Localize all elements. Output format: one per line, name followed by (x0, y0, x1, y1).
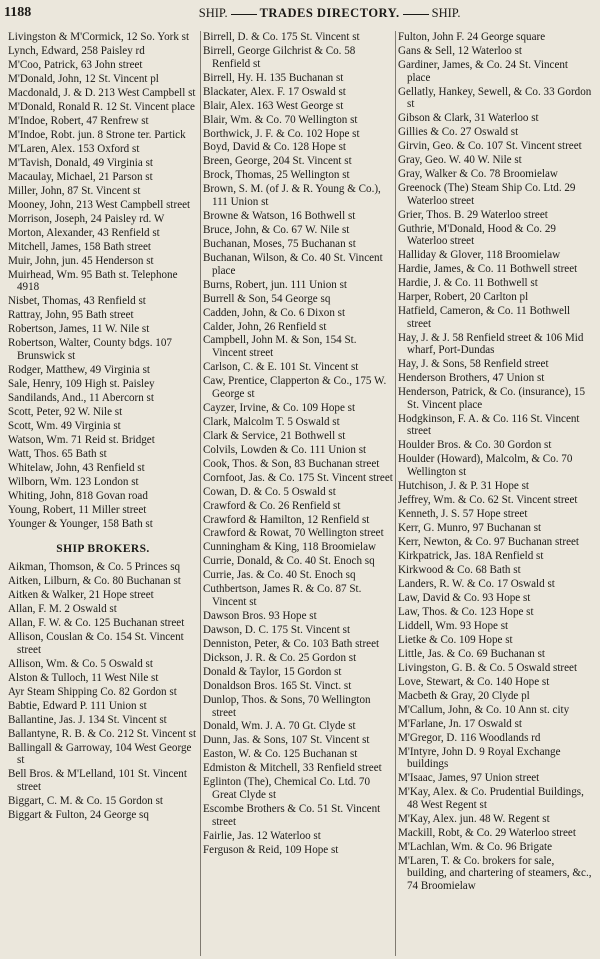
directory-entry: Dawson Bros. 93 Hope st (203, 610, 317, 622)
directory-entry: Robertson, Walter, County bdgs. 107 Brunswick st (8, 337, 172, 362)
directory-entry: Dickson, J. R. & Co. 25 Gordon st (203, 651, 357, 664)
directory-entry: Crawford & Rowat, 70 Wellington street (203, 527, 384, 540)
header-left-word: SHIP. (198, 5, 228, 20)
directory-entry: M'Tavish, Donald, 49 Virginia st (8, 156, 153, 169)
directory-entry: Watson, Wm. 71 Reid st. Bridget (8, 433, 155, 446)
column-3-entries (398, 31, 592, 893)
directory-entry: Buchanan, Wilson, & Co. 40 St. Vincent place (203, 251, 383, 277)
directory-entry: Birrell, Hy. H. 135 Buchanan st (203, 71, 344, 84)
directory-entry: Borthwick, J. F. & Co. 102 Hope st (203, 127, 360, 140)
directory-entry: Guthrie, M'Donald, Hood & Co. 29 Waterloo street (398, 222, 556, 248)
directory-entry: Denniston, Peter, & Co. 103 Bath street (203, 637, 380, 650)
directory-entry: M'Intyre, John D. 9 Royal Exchange buildings (398, 745, 561, 771)
directory-entry: Fulton, John F. 24 George square (398, 31, 546, 43)
directory-entry: Mitchell, James, 158 Bath street (8, 240, 151, 253)
directory-entry: Escombe Brothers & Co. 51 St. Vincent street (203, 803, 381, 828)
directory-entry: Hutchison, J. & P. 31 Hope st (398, 479, 529, 492)
directory-entry: Burrell & Son, 54 George sq (203, 292, 331, 305)
directory-entry: Miller, John, 87 St. Vincent st (8, 184, 141, 197)
directory-entry: Kerr, Newton, & Co. 97 Buchanan street (398, 535, 580, 548)
directory-entry: Watt, Thos. 65 Bath st (8, 447, 107, 460)
directory-entry: Blair, Wm. & Co. 70 Wellington st (203, 113, 358, 126)
directory-entry: Gellatly, Hankey, Sewell, & Co. 33 Gordon st (398, 85, 592, 111)
directory-entry: Hardie, J. & Co. 11 Bothwell st (398, 277, 538, 290)
directory-entry: Ferguson & Reid, 109 Hope st (203, 843, 339, 856)
directory-entry: Morton, Alexander, 43 Renfield st (8, 226, 160, 239)
directory-entry: M'Isaac, James, 97 Union street (398, 772, 540, 785)
directory-entry: M'Coo, Patrick, 63 John street (8, 58, 143, 71)
directory-entry: M'Lachlan, Wm. & Co. 96 Brigate (398, 840, 552, 853)
directory-entry: Gardiner, James, & Co. 24 St. Vincent place (398, 58, 568, 84)
directory-entry: Crawford & Co. 26 Renfield st (203, 499, 341, 512)
directory-entry: Bell Bros. & M'Lelland, 101 St. Vincent street (8, 768, 187, 793)
directory-entry: Halliday & Glover, 118 Broomielaw (398, 249, 561, 262)
directory-entry: Dunn, Jas. & Sons, 107 St. Vincent st (203, 734, 370, 747)
column-1-entries-a (8, 31, 198, 530)
column-rule-1 (200, 31, 201, 956)
directory-entry: Livingston & M'Cormick, 12 So. York st (8, 31, 190, 43)
directory-entry: Houlder (Howard), Malcolm, & Co. 70 Wellington st (398, 453, 573, 478)
directory-entry: Donald & Taylor, 15 Gordon st (203, 665, 342, 678)
directory-entry: Browne & Watson, 16 Bothwell st (203, 210, 356, 223)
directory-entry: Calder, John, 26 Renfield st (203, 320, 327, 333)
directory-entry: Gray, Walker & Co. 78 Broomielaw (398, 168, 558, 181)
directory-entry: Muir, John, jun. 45 Henderson st (8, 254, 154, 267)
running-title (63, 6, 596, 21)
directory-entry: Dunlop, Thos. & Sons, 70 Wellington street (203, 693, 371, 719)
directory-entry: M'Indoe, Robt. jun. 8 Strone ter. Partick (8, 128, 186, 141)
directory-entry: Cornfoot, Jas. & Co. 175 St. Vincent street (203, 471, 393, 484)
directory-entry: Easton, W. & Co. 125 Buchanan st (203, 748, 358, 761)
directory-entry: Henderson, Patrick, & Co. (insurance), 15 St. Vincent place (398, 386, 586, 411)
header-right-word: SHIP. (431, 5, 461, 20)
directory-entry: Cunningham & King, 118 Broomielaw (203, 541, 377, 554)
directory-entry: Muirhead, Wm. 95 Bath st. Telephone 4918 (8, 268, 178, 294)
directory-entry: M'Kay, Alex. & Co. Prudential Buildings, 48 West Regent st (398, 786, 584, 811)
column-1 (8, 31, 198, 959)
directory-entry: Aitken, Lilburn, & Co. 80 Buchanan st (8, 575, 181, 588)
directory-entry: Ballingall & Garroway, 104 West George st (8, 741, 192, 767)
directory-entry: Cuthbertson, James R. & Co. 87 St. Vincent st (203, 583, 362, 609)
directory-entry: Boyd, David & Co. 128 Hope st (203, 141, 346, 154)
directory-entry: Lietke & Co. 109 Hope st (398, 633, 513, 646)
directory-entry: Carlson, C. & E. 101 St. Vincent st (203, 361, 359, 374)
column-2 (203, 31, 393, 959)
directory-entry: Young, Robert, 11 Miller street (8, 503, 147, 516)
directory-entry: Birrell, George Gilchrist & Co. 58 Renfield st (203, 44, 356, 70)
directory-entry: M'Donald, John, 12 St. Vincent pl (8, 72, 159, 85)
directory-entry: Henderson Brothers, 47 Union st (398, 372, 545, 385)
directory-entry: M'Donald, Ronald R. 12 St. Vincent place (8, 100, 195, 113)
directory-entry: Ballantyne, R. B. & Co. 212 St. Vincent st (8, 727, 197, 740)
directory-entry: Edmiston & Mitchell, 33 Renfield street (203, 762, 382, 775)
header-dash-right (403, 14, 429, 15)
directory-entry: Jeffrey, Wm. & Co. 62 St. Vincent street (398, 493, 578, 506)
directory-entry: Aitken & Walker, 21 Hope street (8, 589, 154, 602)
directory-entry: Brock, Thomas, 25 Wellington st (203, 169, 350, 182)
directory-entry: Houlder Bros. & Co. 30 Gordon st (398, 439, 552, 452)
directory-entry: Gillies & Co. 27 Oswald st (398, 126, 519, 139)
directory-entry: Allan, F. M. 2 Oswald st (8, 603, 117, 616)
directory-entry: Kerr, G. Munro, 97 Buchanan st (398, 521, 542, 534)
directory-entry: Burns, Robert, jun. 111 Union st (203, 278, 348, 291)
directory-entry: Clark, Malcolm T. 5 Oswald st (203, 415, 340, 428)
directory-entry: Macbeth & Gray, 20 Clyde pl (398, 689, 530, 702)
directory-entry: Liddell, Wm. 93 Hope st (398, 619, 509, 632)
directory-entry: Currie, Donald, & Co. 40 St. Enoch sq (203, 555, 375, 568)
directory-entry: Rodger, Matthew, 49 Virginia st (8, 363, 150, 376)
directory-entry: Robertson, James, 11 W. Nile st (8, 323, 150, 336)
directory-entry: M'Laren, Alex. 153 Oxford st (8, 142, 140, 155)
directory-entry: Greenock (The) Steam Ship Co. Ltd. 29 Waterloo street (398, 182, 576, 207)
page-header (4, 3, 596, 23)
directory-entry: Buchanan, Moses, 75 Buchanan st (203, 237, 356, 250)
directory-entry: Kenneth, J. S. 57 Hope street (398, 507, 528, 520)
directory-entry: Whiting, John, 818 Govan road (8, 489, 148, 502)
directory-entry: Alston & Tulloch, 11 West Nile st (8, 671, 159, 684)
section-heading-ship-brokers: SHIP BROKERS. (56, 543, 150, 556)
directory-entry: Allan, F. W. & Co. 125 Buchanan street (8, 617, 185, 630)
directory-entry: Cowan, D. & Co. 5 Oswald st (203, 485, 336, 498)
directory-entry: Love, Stewart, & Co. 140 Hope st (398, 675, 550, 688)
directory-entry: Donald, Wm. J. A. 70 Gt. Clyde st (203, 720, 356, 733)
directory-entry: Kirkwood & Co. 68 Bath st (398, 563, 521, 576)
directory-entry: Birrell, D. & Co. 175 St. Vincent st (203, 31, 360, 43)
column-2-entries (203, 31, 393, 856)
directory-entry: Hardie, James, & Co. 11 Bothwell street (398, 263, 578, 276)
header-dash-left (231, 14, 257, 15)
directory-entry: M'Kay, Alex. jun. 48 W. Regent st (398, 812, 550, 825)
directory-entry: Rattray, John, 95 Bath street (8, 309, 134, 322)
column-rule-2 (395, 31, 396, 956)
directory-entry: Colvils, Lowden & Co. 111 Union st (203, 443, 367, 456)
directory-entry: Younger & Younger, 158 Bath st (8, 517, 153, 530)
directory-entry: Sale, Henry, 109 High st. Paisley (8, 377, 155, 390)
directory-entry: Kirkpatrick, Jas. 18A Renfield st (398, 549, 544, 562)
directory-entry: Girvin, Geo. & Co. 107 St. Vincent street (398, 140, 582, 153)
directory-entry: Gibson & Clark, 31 Waterloo st (398, 112, 539, 125)
page-number: 1188 (4, 5, 32, 20)
directory-entry: Babtie, Edward P. 111 Union st (8, 699, 147, 712)
directory-entry: Caw, Prentice, Clapperton & Co., 175 W. George st (203, 375, 387, 400)
directory-entry: Eglinton (The), Chemical Co. Ltd. 70 Great Clyde st (203, 776, 370, 802)
directory-entry: Morrison, Joseph, 24 Paisley rd. W (8, 212, 165, 225)
directory-entry: Biggart & Fulton, 24 George sq (8, 808, 149, 821)
directory-entry: Sandilands, And., 11 Abercorn st (8, 391, 154, 404)
directory-entry: Lynch, Edward, 258 Paisley rd (8, 44, 145, 57)
directory-entry: Campbell, John M. & Son, 154 St. Vincent street (203, 334, 357, 360)
directory-entry: Gray, Geo. W. 40 W. Nile st (398, 154, 522, 167)
directory-entry: Brown, S. M. (of J. & R. Young & Co.), 111 Union st (203, 183, 381, 209)
header-directory-title: TRADES DIRECTORY. (259, 5, 400, 20)
directory-entry: Cook, Thos. & Son, 83 Buchanan street (203, 457, 380, 470)
column-3 (398, 31, 592, 959)
directory-entry: Cadden, John, & Co. 6 Dixon st (203, 306, 346, 319)
directory-entry: Hodgkinson, F. A. & Co. 116 St. Vincent street (398, 412, 580, 438)
directory-entry: Allison, Couslan & Co. 154 St. Vincent street (8, 631, 184, 656)
directory-entry: Fairlie, Jas. 12 Waterloo st (203, 829, 321, 842)
directory-entry: Breen, George, 204 St. Vincent st (203, 155, 352, 168)
directory-entry: M'Callum, John, & Co. 10 Ann st. city (398, 703, 570, 716)
directory-entry: Harper, Robert, 20 Carlton pl (398, 291, 529, 304)
directory-entry: Mackill, Robt, & Co. 29 Waterloo street (398, 826, 576, 839)
directory-entry: Law, David & Co. 93 Hope st (398, 591, 531, 604)
directory-entry: Hatfield, Cameron, & Co. 11 Bothwell street (398, 305, 571, 330)
column-1-entries-b (8, 561, 198, 821)
directory-entry: Blair, Alex. 163 West George st (203, 99, 344, 112)
directory-entry: Wilborn, Wm. 123 London st (8, 475, 139, 488)
directory-entry: Macdonald, J. & D. 213 West Campbell st (8, 86, 196, 99)
directory-entry: M'Indoe, Robert, 47 Renfrew st (8, 114, 149, 127)
directory-entry: Blackater, Alex. F. 17 Oswald st (203, 85, 346, 98)
directory-entry: M'Farlane, Jn. 17 Oswald st (398, 717, 523, 730)
directory-entry: Landers, R. W. & Co. 17 Oswald st (398, 577, 555, 590)
directory-entry: Ayr Steam Shipping Co. 82 Gordon st (8, 685, 177, 698)
directory-entry: Macaulay, Michael, 21 Parson st (8, 170, 153, 183)
directory-entry: Mooney, John, 213 West Campbell street (8, 198, 191, 211)
directory-entry: Biggart, C. M. & Co. 15 Gordon st (8, 794, 164, 807)
directory-entry: Whitelaw, John, 43 Renfield st (8, 461, 145, 474)
directory-entry: Law, Thos. & Co. 123 Hope st (398, 605, 534, 618)
directory-entry: Currie, Jas. & Co. 40 St. Enoch sq (203, 569, 356, 582)
directory-entry: Livingston, G. B. & Co. 5 Oswald street (398, 661, 578, 674)
directory-entry: Hay, J. & J. 58 Renfield street & 106 Mid wharf, Port-Dundas (398, 331, 584, 357)
directory-entry: Bruce, John, & Co. 67 W. Nile st (203, 224, 350, 236)
directory-entry: Gans & Sell, 12 Waterloo st (398, 44, 523, 57)
directory-entry: Allison, Wm. & Co. 5 Oswald st (8, 657, 153, 670)
directory-entry: Scott, Peter, 92 W. Nile st (8, 405, 123, 418)
directory-entry: Clark & Service, 21 Bothwell st (203, 429, 346, 442)
directory-entry: Ballantine, Jas. J. 134 St. Vincent st (8, 713, 167, 726)
directory-entry: Cayzer, Irvine, & Co. 109 Hope st (203, 401, 356, 414)
directory-entry: Crawford & Hamilton, 12 Renfield st (203, 513, 370, 526)
directory-entry: M'Laren, T. & Co. brokers for sale, building, and chartering of steamers, &c., 74 Broomielaw (398, 854, 592, 892)
directory-entry: Scott, Wm. 49 Virginia st (8, 419, 121, 432)
directory-entry: Nisbet, Thomas, 43 Renfield st (8, 295, 146, 308)
directory-entry: Grier, Thos. B. 29 Waterloo street (398, 208, 548, 221)
directory-entry: Dawson, D. C. 175 St. Vincent st (203, 623, 351, 636)
directory-entry: Hay, J. & Sons, 58 Renfield street (398, 358, 549, 371)
directory-entry: M'Gregor, D. 116 Woodlands rd (398, 731, 541, 744)
directory-entry: Aikman, Thomson, & Co. 5 Princes sq (8, 561, 181, 574)
directory-entry: Donaldson Bros. 165 St. Vinct. st (203, 679, 352, 692)
directory-entry: Little, Jas. & Co. 69 Buchanan st (398, 647, 545, 660)
